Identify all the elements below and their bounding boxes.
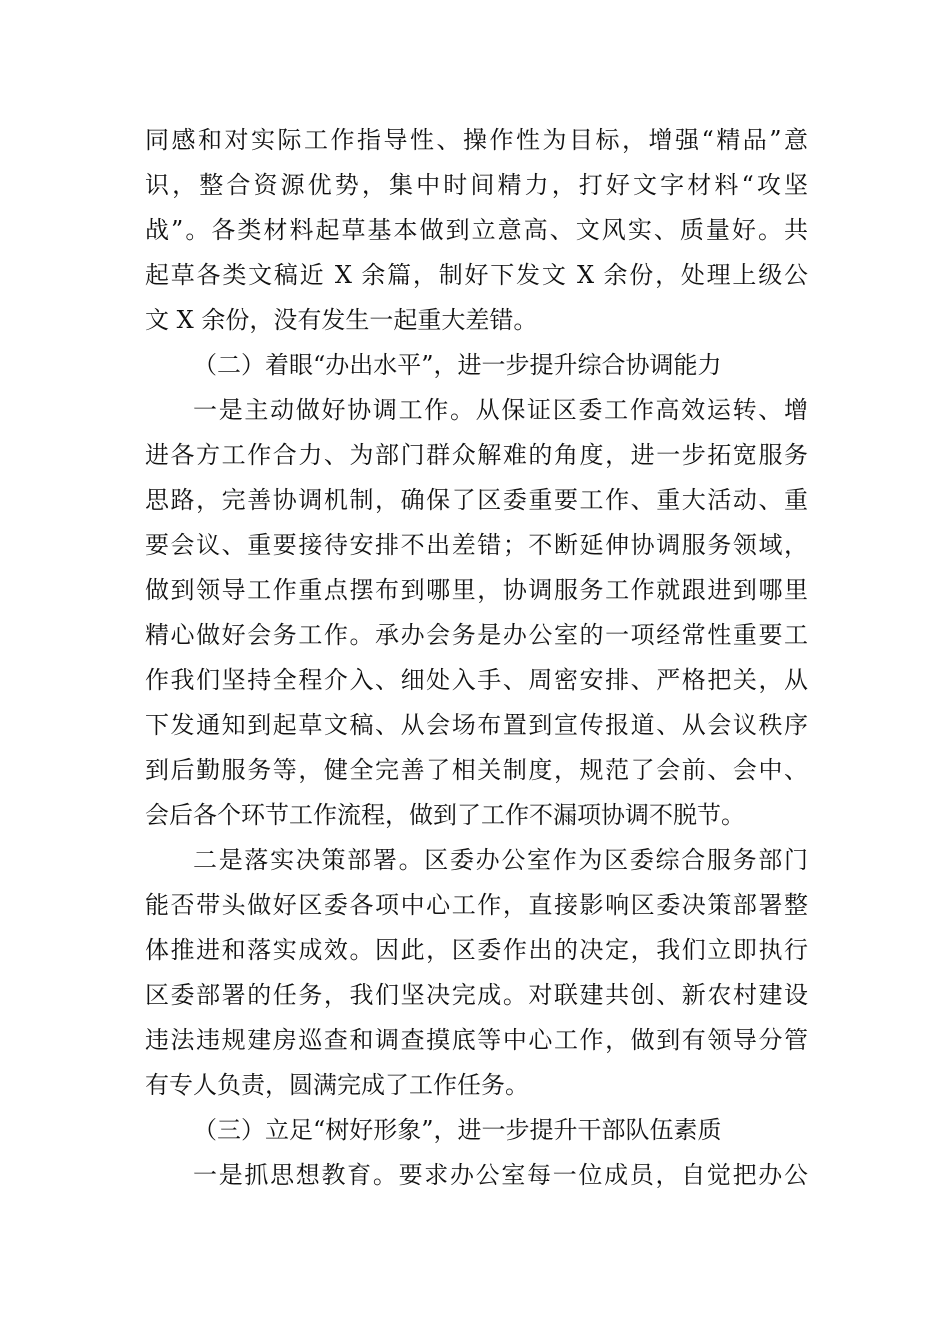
text-line: 做到领导工作重点摆布到哪里，协调服务工作就跟进到哪里 [145, 576, 808, 604]
text-line: 能否带头做好区委各项中心工作，直接影响区委决策部署整 [145, 891, 808, 919]
text-line: 作我们坚持全程介入、细处入手、周密安排、严格把关，从 [145, 666, 808, 694]
text-line: 一是抓思想教育。要求办公室每一位成员，自觉把办公 [193, 1161, 808, 1189]
text-line: 会后各个环节工作流程，做到了工作不漏项协调不脱节。 [145, 801, 745, 829]
paragraph-continuation [145, 118, 808, 343]
text-line: 思路，完善协调机制，确保了区委重要工作、重大活动、重 [145, 486, 808, 514]
text-line: 到后勤服务等，健全完善了相关制度，规范了会前、会中、 [145, 756, 808, 784]
text-line: 违法违规建房巡查和调查摸底等中心工作，做到有领导分管 [145, 1026, 808, 1054]
section-heading-3 [145, 1108, 808, 1153]
text-line: 下发通知到起草文稿、从会场布置到宣传报道、从会议秩序 [145, 711, 808, 739]
text-line: 精心做好会务工作。承办会务是办公室的一项经常性重要工 [145, 621, 808, 649]
heading-line: （二）着眼“办出水平”，进一步提升综合协调能力 [193, 351, 722, 379]
text-line: 区委部署的任务，我们坚决完成。对联建共创、新农村建设 [145, 981, 808, 1009]
heading-line: （三）立足“树好形象”，进一步提升干部队伍素质 [193, 1116, 722, 1144]
text-line: 进各方工作合力、为部门群众解难的角度，进一步拓宽服务 [145, 441, 808, 469]
text-line: 战”。各类材料起草基本做到立意高、文风实、质量好。共 [145, 216, 808, 244]
paragraph-coordination [145, 388, 808, 838]
text-line: 二是落实决策部署。区委办公室作为区委综合服务部门 [193, 846, 808, 874]
text-line: 文 X 余份，没有发生一起重大差错。 [145, 306, 538, 334]
paragraph-education [145, 1153, 808, 1198]
text-line: 体推进和落实成效。因此，区委作出的决定，我们立即执行 [145, 936, 808, 964]
text-line: 有专人负责，圆满完成了工作任务。 [145, 1071, 529, 1099]
text-line: 识，整合资源优势，集中时间精力，打好文字材料“攻坚 [145, 171, 808, 199]
paragraph-decisions [145, 838, 808, 1108]
document-body [145, 118, 808, 1198]
text-line: 同感和对实际工作指导性、操作性为目标，增强“精品”意 [145, 126, 808, 154]
text-line: 一是主动做好协调工作。从保证区委工作高效运转、增 [193, 396, 808, 424]
text-line: 起草各类文稿近 X 余篇，制好下发文 X 余份，处理上级公 [145, 261, 808, 289]
section-heading-2 [145, 343, 808, 388]
text-line: 要会议、重要接待安排不出差错；不断延伸协调服务领域， [145, 531, 808, 559]
